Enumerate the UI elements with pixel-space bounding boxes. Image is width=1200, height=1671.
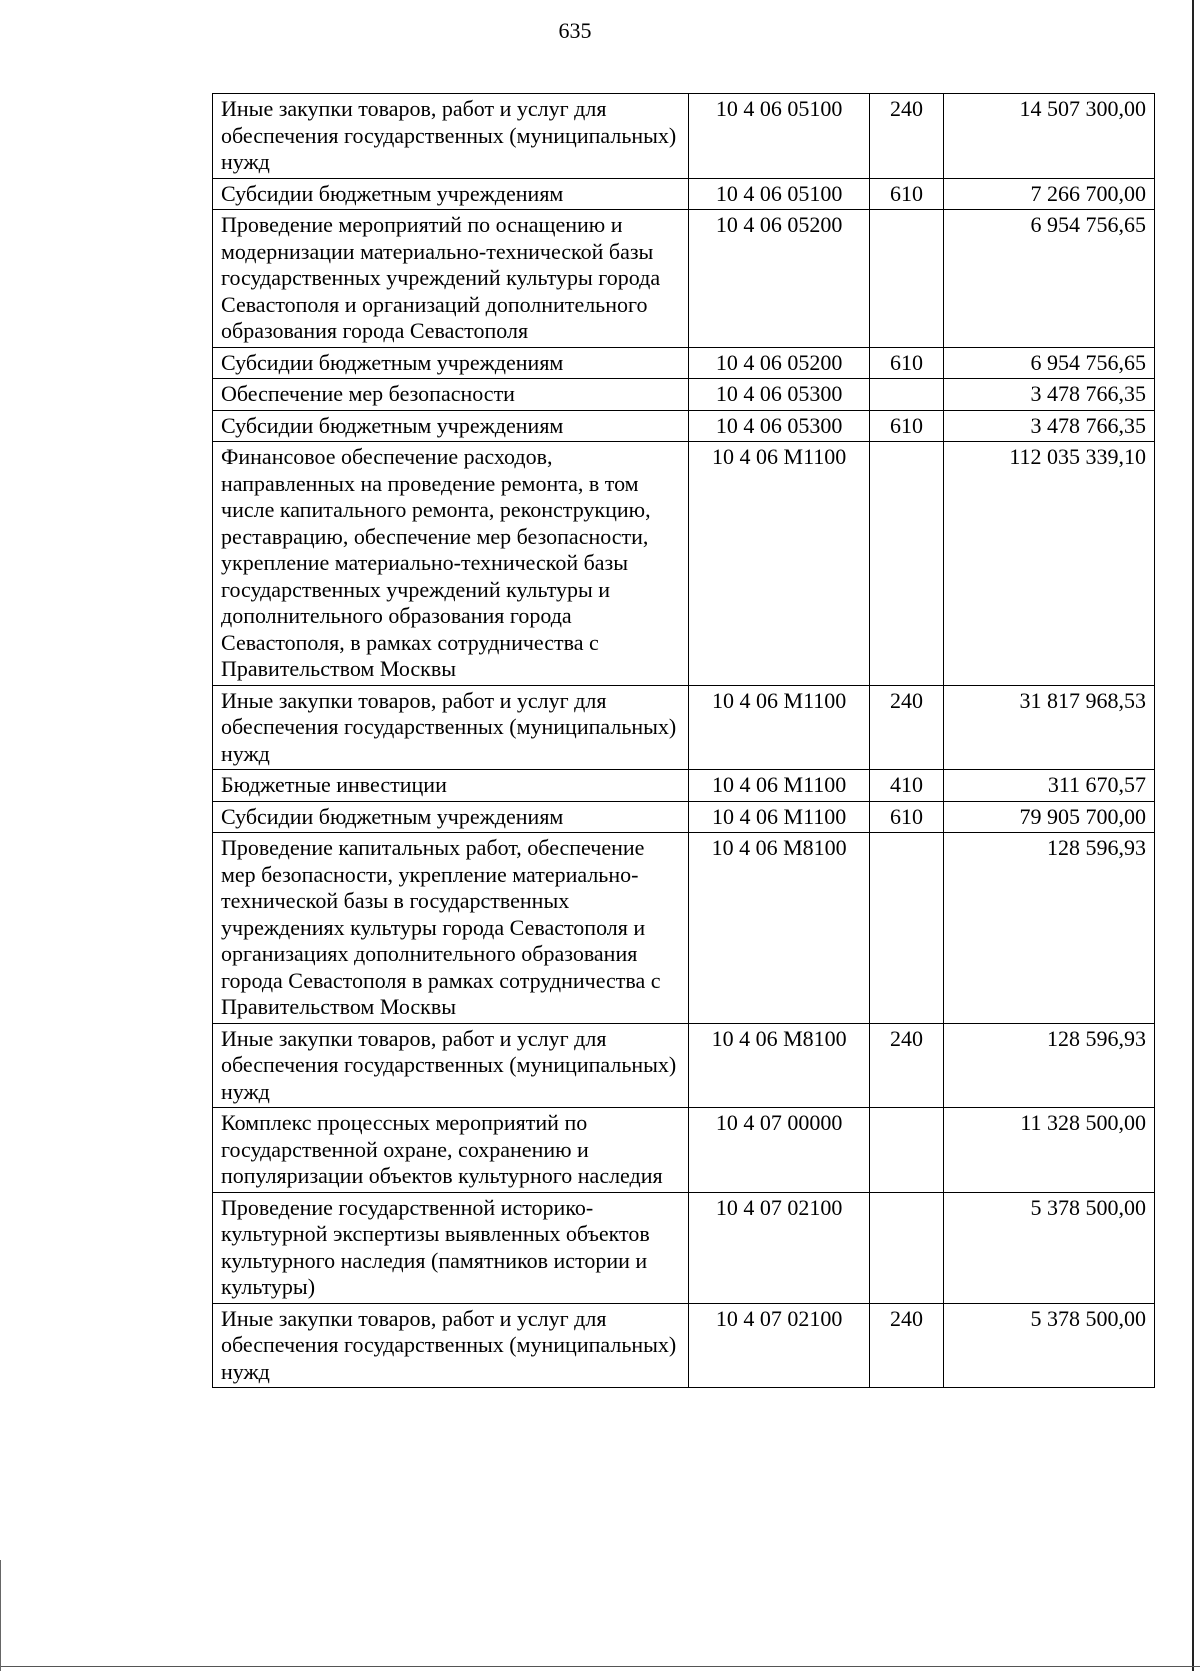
row-code: 10 4 06 M1100: [688, 685, 870, 770]
row-code: 10 4 06 M8100: [688, 1023, 870, 1108]
row-type: [870, 1108, 943, 1193]
row-type: 610: [870, 801, 943, 833]
row-sum: 311 670,57: [943, 770, 1154, 802]
row-type: 610: [870, 178, 943, 210]
row-type: [870, 210, 943, 348]
row-name: Финансовое обеспечение расходов, направленных на проведение ремонта, в том числе капитального ремонта, реконструкцию, реставрацию, обеспечение мер безопасности, укрепление материально-технической базы государственных учреждений культуры и дополнительного образования города Севастополя, в рамках сотрудничества с Правительством Москвы: [213, 442, 689, 686]
row-type: [870, 833, 943, 1024]
row-name: Иные закупки товаров, работ и услуг для обеспечения государственных (муниципальных) нужд: [213, 94, 689, 179]
row-type: [870, 442, 943, 686]
row-sum: 11 328 500,00: [943, 1108, 1154, 1193]
table-row: [213, 1303, 1155, 1388]
row-sum: 5 378 500,00: [943, 1303, 1154, 1388]
table-row: [213, 347, 1155, 379]
row-name: Субсидии бюджетным учреждениям: [213, 410, 689, 442]
row-sum: 112 035 339,10: [943, 442, 1154, 686]
row-code: 10 4 06 05200: [688, 347, 870, 379]
table-row: [213, 178, 1155, 210]
row-name: Субсидии бюджетным учреждениям: [213, 347, 689, 379]
scan-edge-left: [0, 1560, 1, 1671]
row-type: 240: [870, 94, 943, 179]
row-code: 10 4 07 02100: [688, 1303, 870, 1388]
page-number-text: 635: [558, 18, 592, 43]
table-row: [213, 379, 1155, 411]
table-row: [213, 210, 1155, 348]
row-type: 240: [870, 685, 943, 770]
row-name: Иные закупки товаров, работ и услуг для обеспечения государственных (муниципальных) нужд: [213, 1303, 689, 1388]
row-name: Субсидии бюджетным учреждениям: [213, 801, 689, 833]
row-name: Проведение государственной историко-культурной экспертизы выявленных объектов культурного наследия (памятников истории и культуры): [213, 1192, 689, 1303]
table-row: [213, 801, 1155, 833]
row-sum: 5 378 500,00: [943, 1192, 1154, 1303]
row-type: 240: [870, 1303, 943, 1388]
row-sum: 79 905 700,00: [943, 801, 1154, 833]
table-row: [213, 94, 1155, 179]
row-type: 240: [870, 1023, 943, 1108]
row-name: Проведение капитальных работ, обеспечение мер безопасности, укрепление материально-технической базы в государственных учреждениях культуры города Севастополя и организациях дополнительного образования города Севастополя в рамках сотрудничества с Правительством Москвы: [213, 833, 689, 1024]
table-row: [213, 442, 1155, 686]
row-code: 10 4 06 M1100: [688, 770, 870, 802]
row-sum: 3 478 766,35: [943, 410, 1154, 442]
row-code: 10 4 07 02100: [688, 1192, 870, 1303]
row-name: Субсидии бюджетным учреждениям: [213, 178, 689, 210]
row-code: 10 4 06 M1100: [688, 801, 870, 833]
table-row: [213, 685, 1155, 770]
row-name: Обеспечение мер безопасности: [213, 379, 689, 411]
row-sum: 3 478 766,35: [943, 379, 1154, 411]
row-code: 10 4 06 M8100: [688, 833, 870, 1024]
budget-table: [212, 93, 1155, 1388]
row-code: 10 4 06 05100: [688, 94, 870, 179]
scan-edge-right: [1192, 0, 1194, 1671]
row-name: Бюджетные инвестиции: [213, 770, 689, 802]
row-type: 610: [870, 410, 943, 442]
row-sum: 128 596,93: [943, 833, 1154, 1024]
row-sum: 6 954 756,65: [943, 347, 1154, 379]
page-number: [0, 18, 1200, 44]
row-name: Иные закупки товаров, работ и услуг для обеспечения государственных (муниципальных) нужд: [213, 1023, 689, 1108]
row-code: 10 4 07 00000: [688, 1108, 870, 1193]
table-row: [213, 1192, 1155, 1303]
row-sum: 31 817 968,53: [943, 685, 1154, 770]
row-type: 410: [870, 770, 943, 802]
row-name: Иные закупки товаров, работ и услуг для обеспечения государственных (муниципальных) нужд: [213, 685, 689, 770]
table-row: [213, 1023, 1155, 1108]
table-row: [213, 1108, 1155, 1193]
row-type: [870, 379, 943, 411]
row-name: Комплекс процессных мероприятий по государственной охране, сохранению и популяризации объектов культурного наследия: [213, 1108, 689, 1193]
row-type: [870, 1192, 943, 1303]
row-code: 10 4 06 05300: [688, 379, 870, 411]
row-code: 10 4 06 05100: [688, 178, 870, 210]
budget-table-body: [213, 94, 1155, 1388]
table-row: [213, 410, 1155, 442]
row-sum: 14 507 300,00: [943, 94, 1154, 179]
row-code: 10 4 06 M1100: [688, 442, 870, 686]
row-sum: 128 596,93: [943, 1023, 1154, 1108]
row-sum: 7 266 700,00: [943, 178, 1154, 210]
scan-edge-bottom: [0, 1666, 1200, 1667]
row-code: 10 4 06 05200: [688, 210, 870, 348]
table-row: [213, 770, 1155, 802]
row-name: Проведение мероприятий по оснащению и модернизации материально-технической базы государственных учреждений культуры города Севастополя и организаций дополнительного образования города Севастополя: [213, 210, 689, 348]
table-row: [213, 833, 1155, 1024]
row-type: 610: [870, 347, 943, 379]
row-sum: 6 954 756,65: [943, 210, 1154, 348]
row-code: 10 4 06 05300: [688, 410, 870, 442]
